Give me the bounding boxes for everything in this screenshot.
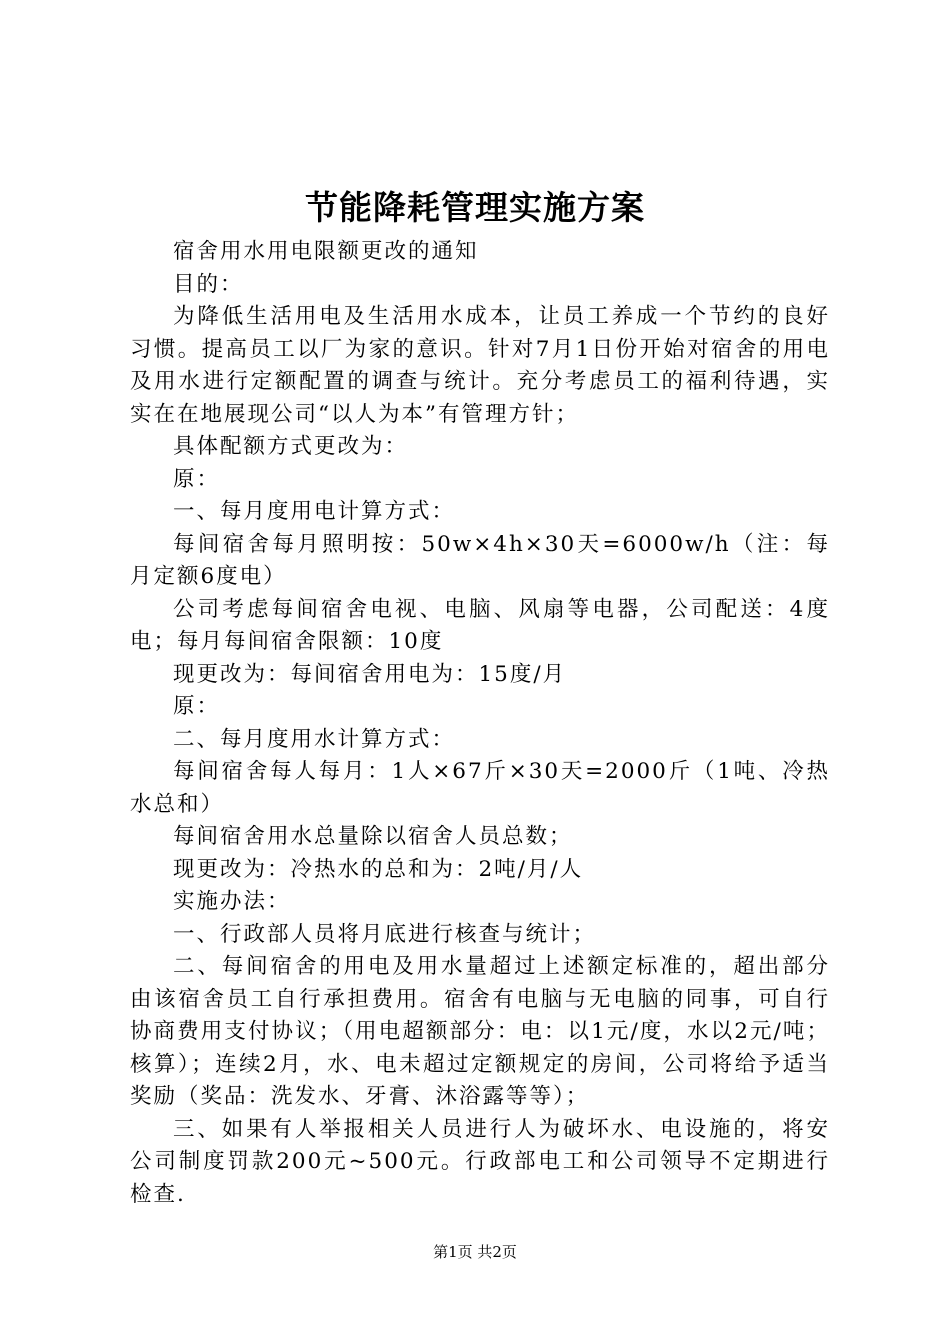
paragraph-water-calc: 每间宿舍每人每月：1人×67斤×30天=2000斤（1吨、冷热水总和）: [130, 759, 830, 817]
paragraph-implementation-2: 二、每间宿舍的用电及用水量超过上述额定标准的，超出部分由该宿舍员工自行承担费用。宿舍有电脑与无电脑的同事，可自行协商费用支付协议；（用电超额部分：电：以1元/度，水以2元/吨；核算）；连续2月，水、电未超过定额规定的房间，公司将给予适当奖励（奖品：洗发水、牙膏、沐浴露等等）；: [130, 954, 830, 1109]
paragraph-implementation-1: 一、行政部人员将月底进行核查与统计；: [173, 921, 597, 947]
document-body: [130, 236, 830, 1211]
paragraph-lighting-calc: 每间宿舍每月照明按：50w×4h×30天=6000w/h（注：每月定额6度电）: [130, 531, 830, 589]
paragraph-water-new: 现更改为：冷热水的总和为：2吨/月/人: [173, 856, 584, 882]
paragraph-water-division: 每间宿舍用水总量除以宿舍人员总数；: [173, 824, 573, 849]
paragraph-appliance-allowance: 公司考虑每间宿舍电视、电脑、风扇等电器，公司配送：4度电；每月每间宿舍限额：10度: [130, 596, 830, 654]
paragraph-electricity-heading: 一、每月度用电计算方式：: [173, 499, 456, 524]
paragraph-purpose: 为降低生活用电及生活用水成本，让员工养成一个节约的良好习惯。提高员工以厂为家的意识。针对7月1日份开始对宿舍的用电及用水进行定额配置的调查与统计。充分考虑员工的福利待遇，实实在在地展现公司“以人为本”有管理方针；: [130, 304, 830, 427]
page-number-footer: 第1页 共2页: [433, 1243, 517, 1261]
paragraph-original-label-2: 原：: [173, 694, 221, 719]
paragraph-quota-change-heading: 具体配额方式更改为：: [173, 434, 409, 459]
paragraph-implementation-3: 三、如果有人举报相关人员进行人为破坏水、电设施的，将安公司制度罚款200元~500元。行政部电工和公司领导不定期进行检查.: [130, 1116, 830, 1207]
paragraph-water-heading: 二、每月度用水计算方式：: [173, 726, 456, 752]
paragraph-implementation-heading: 实施办法：: [173, 889, 291, 914]
paragraph-purpose-heading: 目的：: [173, 271, 244, 297]
paragraph-notice-title: 宿舍用水用电限额更改的通知: [173, 239, 479, 264]
paragraph-original-label: 原：: [173, 466, 221, 492]
document-title: 节能降耗管理实施方案: [305, 188, 645, 227]
paragraph-electricity-new: 现更改为：每间宿舍用电为：15度/月: [173, 661, 567, 687]
